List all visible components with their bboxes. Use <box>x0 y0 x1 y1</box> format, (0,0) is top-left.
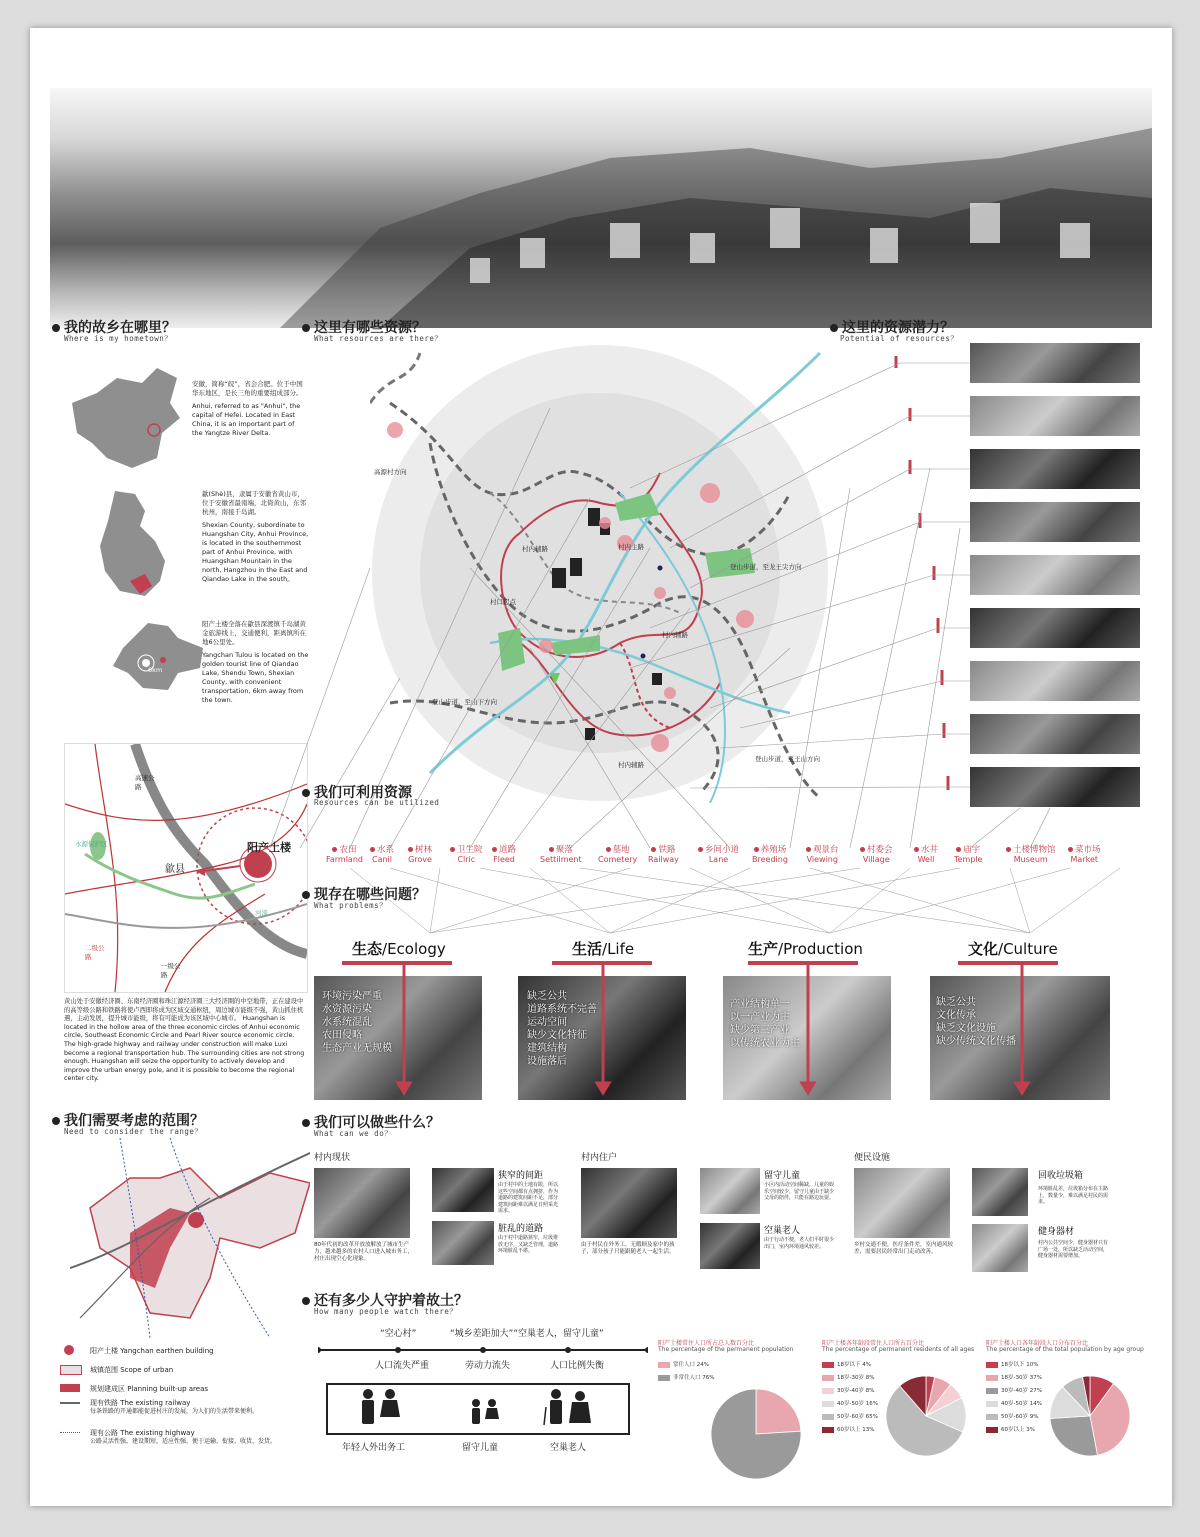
resource-en: Breeding <box>752 855 788 864</box>
yangchan-text-en: Yangchan Tulou is located on the golden tourist line of Qiandao Lake, Shendu Town, Shexian County, with convenient transportation, 6km away from the town. <box>202 651 309 704</box>
pie-slice <box>1050 1416 1097 1456</box>
pie-subtitle-1: The percentage of permanent residents of all ages <box>822 1346 975 1353</box>
category-life-zh: 生活 <box>572 940 603 958</box>
action-text-narrow: 由于村中的土地有限，所以这些空间都有点拥挤，作为道路的建筑间距不足，部分建筑间距难以满足日照采光需求。 <box>498 1182 559 1214</box>
label-fudao-3: 村内辅路 <box>618 761 644 769</box>
resource-zh: 观景台 <box>813 845 839 855</box>
action-title-narrow: 狭窄的间距 <box>498 1171 544 1181</box>
group-facilities: 便民设施 <box>854 1153 891 1163</box>
resource-en: Temple <box>954 855 983 864</box>
group-young-migrants: 年轻人外出务工 <box>342 1443 406 1453</box>
pie-legend-item <box>986 1373 1042 1381</box>
resource-en: Museum <box>1013 855 1048 864</box>
resources-subtitle: What resources are there？ <box>314 334 443 343</box>
problems-title-text: 现存在哪些问题？ <box>314 887 426 903</box>
label-trail-2: 登山步道，至山下方向 <box>432 698 497 706</box>
label-zhulu: 村内主路 <box>618 543 644 551</box>
problem-line: 水资源污染 <box>322 1004 372 1015</box>
pie-legend-label: 30岁-40岁 27% <box>1001 1388 1042 1394</box>
pie-legend-swatch <box>822 1401 834 1407</box>
pie-slice <box>756 1389 801 1434</box>
hometown-title-text: 我的故乡在哪里？ <box>64 320 176 336</box>
regional-reserve-label: 水源保护区 <box>75 840 108 848</box>
resource-en: Market <box>1070 855 1098 864</box>
pie-legend-label: 非常住人口 76% <box>673 1375 715 1381</box>
action-photo-facilities <box>854 1168 950 1238</box>
legend-railway <box>90 1398 190 1408</box>
action-photo-recycle <box>972 1168 1028 1216</box>
problem-line: 以传统农业为主 <box>730 1038 800 1049</box>
range-title-text: 我们需要考虑的范围？ <box>64 1113 204 1129</box>
label-trail-1: 登山步道，至龙王尖方向 <box>730 563 802 571</box>
shexian-text-en: Shexian County, subordinate to Huangshan City, Anhui Province, is located in the southernmost part of Anhui Province, with Huangshan Mountain in the north, Hangzhou in the East and Qiandao Lake in the south。 <box>202 521 309 583</box>
pie-legend-label: 18岁以下 4% <box>837 1362 871 1368</box>
timeline-pop-loss: 人口流失严重 <box>375 1361 430 1371</box>
pie-legend-label: 18岁-30岁 37% <box>1001 1375 1042 1381</box>
legend-earthen-building <box>90 1346 214 1356</box>
pie-legend-item <box>658 1360 709 1368</box>
category-production-en: /Production <box>778 940 863 958</box>
resource-en: Grove <box>408 855 432 864</box>
action-text-elderly: 由于行动不便，老人们平时很少出门，室内环境通风较差。 <box>764 1237 835 1250</box>
pie-subtitle-0: The percentage of the permanent population <box>658 1346 794 1353</box>
pie-legend-label: 60岁以上 3% <box>1001 1427 1035 1433</box>
regional-county-label: 歙县 <box>165 864 185 875</box>
pie-legend-swatch <box>986 1388 998 1394</box>
resource-zh: 树林 <box>415 845 433 855</box>
pie-legend-swatch <box>986 1427 998 1433</box>
legend-built-up-text: 规划建成区 Planning built-up areas <box>90 1385 209 1393</box>
problem-line: 缺少传统文化传播 <box>936 1036 1016 1047</box>
category-life-en: /Life <box>602 940 635 958</box>
pie-legend-item <box>822 1360 871 1368</box>
action-photo-dirty <box>432 1221 494 1265</box>
pie-chart-0 <box>706 1384 806 1484</box>
legend-earthen-building-text: 阳产土楼 Yangchan earthen building <box>90 1347 214 1355</box>
resource-en: Viewing <box>806 855 838 864</box>
pie-chart-1 <box>876 1366 976 1466</box>
category-culture-en: /Culture <box>998 940 1058 958</box>
problem-line: 缺乏文化设施 <box>936 1023 996 1034</box>
regional-highway-label: 高速公路 <box>135 774 155 791</box>
pie-title-2: 阳产土楼人口各年龄段人口分布百分比 <box>986 1340 1089 1347</box>
pie-legend-swatch <box>822 1375 834 1381</box>
pie-legend-item <box>822 1425 874 1433</box>
action-text-recycle: 环境脏乱差，垃圾箱分布在主路上，数量少，难以满足村民的需求。 <box>1038 1186 1109 1205</box>
legend-railway-text: 现有铁路 The existing railway <box>90 1399 191 1407</box>
pie-legend-item <box>986 1425 1035 1433</box>
people-icon-box <box>326 1383 630 1435</box>
resources-title-text: 这里有哪些资源？ <box>314 320 426 336</box>
problem-line: 生态产业无规模 <box>322 1043 392 1054</box>
resource-zh: 土楼博物馆 <box>1013 845 1056 855</box>
label-gaoyuan: 高源村方向 <box>374 468 407 476</box>
pie-legend-item <box>986 1360 1038 1368</box>
resource-zh: 墓地 <box>612 845 630 855</box>
label-fudao-1: 村内辅路 <box>522 545 548 553</box>
anhui-text-zh: 安徽，简称“皖”，省会合肥。位于中国华东地区，是长三角的重要组成部分。 <box>192 380 303 397</box>
action-photo-fitness <box>972 1224 1028 1272</box>
pie-legend-label: 40岁-50岁 14% <box>1001 1401 1042 1407</box>
pie-legend-item <box>658 1373 714 1381</box>
action-photo-residents <box>581 1168 677 1238</box>
resource-en: Settilment <box>540 855 582 864</box>
resource-zh: 卫生院 <box>457 845 483 855</box>
problem-line: 缺少文化特征 <box>527 1030 587 1041</box>
label-fudao-2: 村内辅路 <box>662 631 688 639</box>
resource-en: Well <box>917 855 935 864</box>
pie-legend-label: 30岁-40岁 8% <box>837 1388 875 1394</box>
action-title-dirty: 脏乱的道路 <box>498 1224 544 1234</box>
label-qidian: 村口起点 <box>490 598 516 606</box>
pie-legend-swatch <box>986 1362 998 1368</box>
timeline-imbalance: 人口比例失衡 <box>550 1361 605 1371</box>
resource-zh: 水井 <box>921 845 939 855</box>
resource-en: Canil <box>372 855 393 864</box>
action-title-fitness: 健身器材 <box>1038 1227 1075 1237</box>
legend-highway <box>90 1428 195 1438</box>
pie-legend-item <box>986 1399 1042 1407</box>
pie-title-1: 阳产土楼各年龄段常住人口所占百分比 <box>822 1340 925 1347</box>
pie-legend-swatch <box>822 1414 834 1420</box>
problems-subtitle: What problems？ <box>314 901 388 910</box>
problem-line: 运动空间 <box>527 1017 567 1028</box>
action-photo-children <box>700 1168 760 1214</box>
pie-legend-swatch <box>822 1427 834 1433</box>
problem-line: 缺乏公共 <box>527 991 567 1002</box>
resource-zh: 村委会 <box>867 845 893 855</box>
resource-en: Farmland <box>326 855 363 864</box>
problem-line: 水系统混乱 <box>322 1017 372 1028</box>
resource-en: Lane <box>708 855 729 864</box>
problem-line: 设施落后 <box>527 1056 567 1067</box>
action-caption-village: 80年代初的改革开放放解放了城市生产力，越来越多的农村人口进入城市务工，村庄出现空心化现象。 <box>314 1242 414 1262</box>
resource-zh: 道路 <box>499 845 517 855</box>
resource-en: Railway <box>648 855 679 864</box>
map-scale-label: 6km <box>148 666 163 674</box>
timeline-labor-loss: 劳动力流失 <box>465 1361 511 1371</box>
poster <box>30 28 1172 1506</box>
action-photo-village <box>314 1168 410 1238</box>
problem-line: 缺少第三产业 <box>730 1025 790 1036</box>
resource-zh: 农田 <box>339 845 357 855</box>
problem-line: 农田侵略 <box>322 1030 362 1041</box>
actions-title-text: 我们可以做些什么？ <box>314 1115 440 1131</box>
yangchan-text-zh: 阳产土楼全落在歙县深渡镇千岛湖黄金旅游线上，交通便利，距离镇所在地6公里处。 <box>202 620 306 646</box>
regional-center-label: 阳产土楼 <box>247 841 291 854</box>
usable-title-text: 我们可利用资源 <box>314 785 412 801</box>
regional-river-label: 河流 <box>255 909 268 917</box>
action-title-children: 留守儿童 <box>764 1171 801 1181</box>
quote-hollow-village: “空心村” <box>380 1329 417 1339</box>
quote-gap: “城乡差距加大”“空巢老人，留守儿童” <box>450 1329 604 1339</box>
resource-zh: 水系 <box>377 845 395 855</box>
resource-zh: 养殖场 <box>760 845 787 855</box>
pie-legend-label: 18岁以下 10% <box>1001 1362 1039 1368</box>
action-title-elderly: 空巢老人 <box>764 1226 801 1236</box>
legend-highway-text: 现有公路 The existing highway <box>90 1429 195 1437</box>
range-map <box>70 1138 310 1338</box>
pie-legend-item <box>986 1386 1042 1394</box>
category-culture-zh: 文化 <box>968 940 999 958</box>
pie-legend-label: 50岁-60岁 9% <box>1001 1414 1039 1420</box>
anhui-text-en: Anhui, referred to as "Anhui", the capital of Hefei. Located in East China, it is an important part of the Yangtze River Delta. <box>192 402 301 437</box>
actions-subtitle: What can we do？ <box>314 1129 393 1138</box>
group-village-residents: 村内住户 <box>581 1153 618 1163</box>
pie-legend-swatch <box>986 1414 998 1420</box>
people-title-text: 还有多少人守护着故土？ <box>314 1293 468 1309</box>
pie-legend-label: 18岁-30岁 8% <box>837 1375 875 1381</box>
problem-line: 环境污染严重 <box>322 991 382 1002</box>
problem-line: 文化传承 <box>936 1010 976 1021</box>
legend-built-up <box>90 1384 208 1394</box>
resource-en: Fleed <box>493 855 515 864</box>
resource-en: Village <box>862 855 890 864</box>
pie-legend-item <box>986 1412 1038 1420</box>
problem-arrows <box>30 28 1172 1108</box>
people-subtitle: How many people watch there？ <box>314 1307 458 1316</box>
resource-zh: 菜市场 <box>1075 845 1101 855</box>
category-ecology-zh: 生态 <box>352 940 383 958</box>
resource-zh: 铁路 <box>658 845 676 855</box>
action-caption-residents: 由于村民在外务工，无暇顾及家中的孩子，部分孩子只能跟随老人一起生活。 <box>581 1242 675 1255</box>
pie-legend-label: 50岁-60岁 65% <box>837 1414 878 1420</box>
problem-line: 产业结构单一 <box>730 999 790 1010</box>
resource-zh: 庙宇 <box>963 845 981 855</box>
problem-line: 缺乏公共 <box>936 997 976 1008</box>
pie-legend-swatch <box>822 1362 834 1368</box>
category-production-zh: 生产 <box>748 940 779 958</box>
pie-legend-label: 40岁-50岁 16% <box>837 1401 878 1407</box>
label-trail-3: 登山步道，至王山方向 <box>755 755 820 763</box>
legend-urban-scope-text: 城镇范围 Scope of urban <box>90 1366 174 1374</box>
group-empty-nest-elderly: 空巢老人 <box>550 1443 587 1453</box>
pie-legend-item <box>822 1412 878 1420</box>
action-photo-elderly <box>700 1223 760 1269</box>
action-title-recycle: 回收垃圾箱 <box>1038 1171 1084 1181</box>
resource-zh: 聚落 <box>555 845 573 855</box>
pie-subtitle-2: The percentage of the total population by age group <box>986 1346 1144 1353</box>
timeline-line <box>318 1344 648 1356</box>
resource-zh: 乡间小道 <box>705 845 740 855</box>
pie-chart-2 <box>1040 1366 1140 1466</box>
problem-line: 建筑结构 <box>527 1043 567 1054</box>
pie-legend-swatch <box>658 1375 670 1381</box>
resource-en: Cometery <box>598 855 638 864</box>
usable-subtitle: Resources can be utilized <box>314 798 440 807</box>
legend-urban-scope <box>90 1365 173 1375</box>
regional-yiji-label: 一级公路 <box>161 962 181 979</box>
pie-legend-item <box>822 1373 874 1381</box>
pie-legend-swatch <box>658 1362 670 1368</box>
action-text-fitness: 村内公共空间少，健身器材只有广场一处，所以缺乏活动空间，健身器材需要增加。 <box>1038 1240 1109 1259</box>
pie-legend-swatch <box>986 1375 998 1381</box>
pie-legend-swatch <box>986 1401 998 1407</box>
pie-legend-swatch <box>822 1388 834 1394</box>
pie-legend-label: 60岁以上 13% <box>837 1427 875 1433</box>
pie-legend-item <box>822 1386 874 1394</box>
pie-legend-item <box>822 1399 878 1407</box>
problem-line: 以一产业为主 <box>730 1012 790 1023</box>
range-subtitle: Need to consider the range？ <box>64 1127 203 1136</box>
regional-text: 黄山处于安徽经济圈、东南经济圈和珠江源经济圈三大经济圈的中空地带，正在建设中的高等级公路和铁路将使卢西即将成为区域交通枢纽，周边城市能级不强，黄山抓住机遇，主动发展，提升城市能级，将有可能成为该区域中心城市。 Huangshan is located in the hollow area of the three economic circles of Anhui economic circle, Southeast Economic Circle and Pearl River source economic circle. The high-grade highway and railway under construction will make Luxi become a regional transportation hub. The surrounding cities are not strong enough. Huangshan will seize the opportunity to actively develop and improve the urban energy pole, and it is possible to become the regional center city. <box>64 998 305 1083</box>
action-text-dirty: 由于村中道路狭窄，垃圾堆放无序，又缺乏管理，道路环境脏乱不堪。 <box>498 1235 559 1254</box>
potential-title-text: 这里的资源潜力？ <box>842 320 954 336</box>
pie-legend-label: 常住人口 24% <box>673 1362 709 1368</box>
regional-erji-label: 二级公路 <box>85 944 105 961</box>
problem-line: 道路系统不完善 <box>527 1004 597 1015</box>
pie-title-0: 阳产土楼常住人口所占总人数百分比 <box>658 1340 755 1347</box>
legend-railway-desc: 每条铁路的开通都能促进村庄的发展，为人们的生活带来便利。 <box>90 1408 259 1415</box>
hometown-subtitle: Where is my hometown？ <box>64 334 173 343</box>
action-caption-facilities: 乡村交通不便，医疗条件差，室内通风较差，需要居民经常出门走动改善。 <box>854 1242 954 1255</box>
group-left-behind-children: 留守儿童 <box>462 1443 499 1453</box>
action-photo-narrow <box>432 1168 494 1212</box>
action-text-children: 小区内活动空间稀缺，儿童的娱乐空间较少，留守儿童由于缺少父母的陪伴，只能在路边玩耍。 <box>764 1182 835 1201</box>
shexian-text-zh: 歙(Shè)县，隶属于安徽省黄山市，位于安徽省最南端，北倚黄山，东邻杭州，南接千岛湖。 <box>202 490 306 516</box>
resource-en: Clric <box>457 855 476 864</box>
potential-subtitle: Potential of resources？ <box>840 334 959 343</box>
legend-highway-desc: 公路灵活性强，建设期短，适应性强，便于运输、衔接、收货、发货。 <box>90 1438 277 1445</box>
category-ecology-en: /Ecology <box>382 940 446 958</box>
group-village-status: 村内现状 <box>314 1153 351 1163</box>
